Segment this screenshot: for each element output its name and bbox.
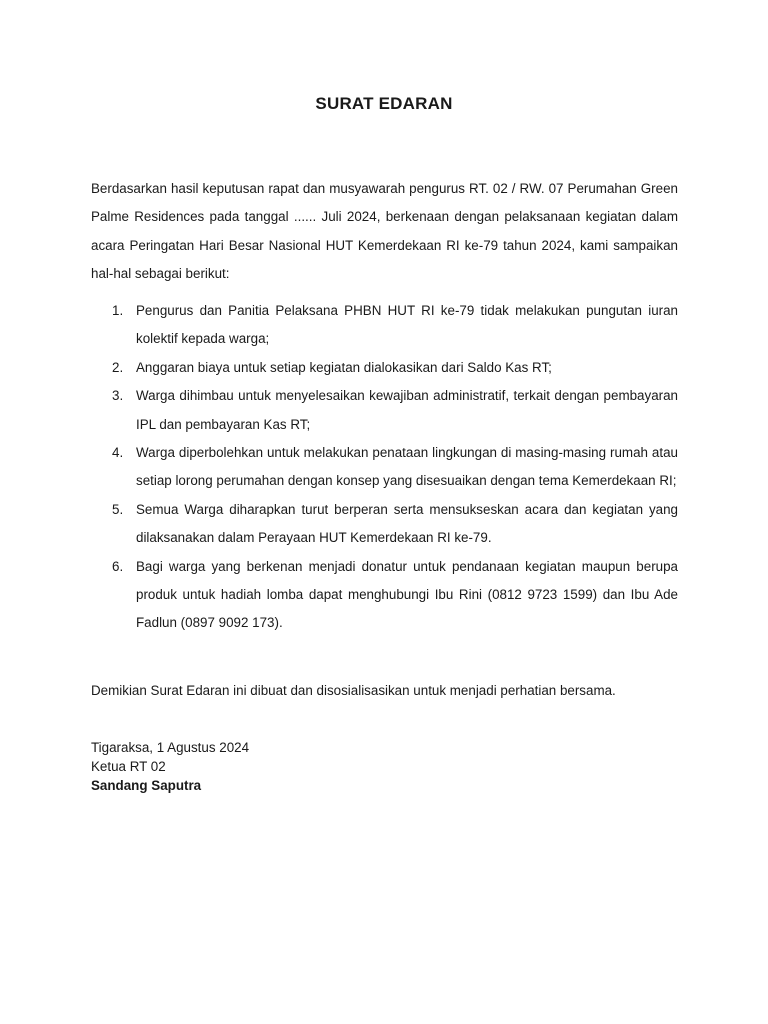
intro-paragraph: Berdasarkan hasil keputusan rapat dan musyawarah pengurus RT. 02 / RW. 07 Perumahan Green Palme Residences pada tanggal ...... Juli 2024, berkenaan dengan pelaksanaan kegiatan dalam acara Peringatan Hari Besar Nasional HUT Kemerdekaan RI ke-79 tahun 2024, kami sampaikan hal-hal sebagai berikut: [91,181,678,282]
list-item-text: Warga diperbolehkan untuk melakukan penataan lingkungan di masing-masing rumah atau setiap lorong perumahan dengan konsep yang disesuaikan dengan tema Kemerdekaan RI; [136,445,678,489]
numbered-list [91,297,678,638]
list-item [91,553,678,638]
list-item [91,297,678,354]
list-item-text: Semua Warga diharapkan turut berperan serta mensukseskan acara dan kegiatan yang dilaksanakan dalam Perayaan HUT Kemerdekaan RI ke-79. [136,501,678,546]
signature-position: Ketua RT 02 [91,759,166,774]
list-item-text: Anggaran biaya untuk setiap kegiatan dialokasikan dari Saldo Kas RT; [136,359,552,375]
list-item-number: 5. [112,501,124,517]
list-item-text: Pengurus dan Panitia Pelaksana PHBN HUT RI ke-79 tidak melakukan pungutan iuran kolektif kepada warga; [136,303,678,347]
list-item-text: Warga dihimbau untuk menyelesaikan kewajiban administratif, terkait dengan pembayaran IPL dan pembayaran Kas RT; [136,388,678,432]
list-item-number: 2. [112,359,124,375]
list-item-text: Bagi warga yang berkenan menjadi donatur untuk pendanaan kegiatan maupun berupa produk untuk hadiah lomba dapat menghubungi Ibu Rini (0812 9723 1599) dan Ibu Ade Fadlun (0897 9092 173). [136,558,678,631]
closing-paragraph: Demikian Surat Edaran ini dibuat dan disosialisasikan untuk menjadi perhatian bersama. [91,683,616,698]
list-item [91,496,678,553]
list-item [91,354,678,382]
list-item-number: 6. [112,558,124,574]
document-title: SURAT EDARAN [315,94,453,113]
signature-place-date: Tigaraksa, 1 Agustus 2024 [91,740,250,755]
list-item [91,382,678,439]
list-item-number: 1. [112,303,124,318]
list-item [91,439,678,496]
list-item-number: 4. [112,445,124,461]
signature-block [91,738,249,795]
signature-name: Sandang Saputra [91,778,202,793]
list-item-number: 3. [112,388,124,404]
